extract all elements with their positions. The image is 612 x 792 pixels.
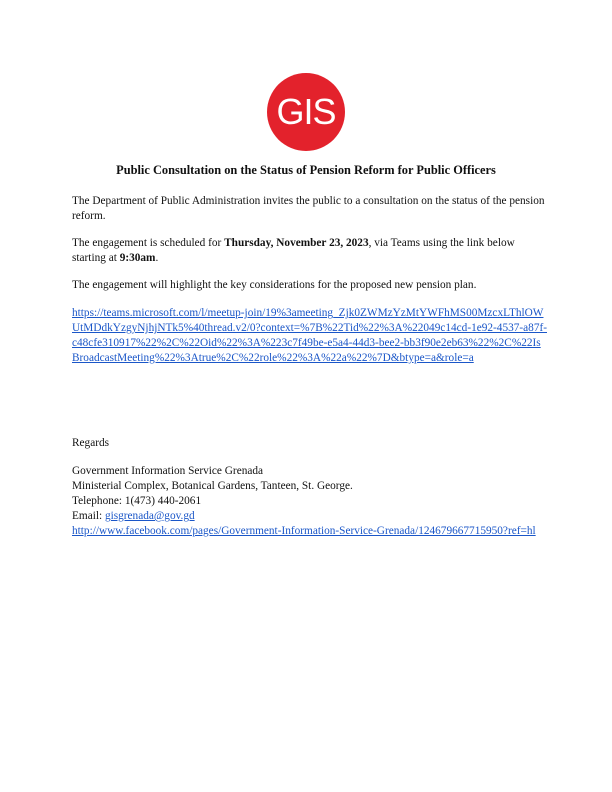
highlight-paragraph: The engagement will highlight the key considerations for the proposed new pension plan. — [72, 279, 477, 291]
teams-link-block — [72, 306, 547, 366]
document-title: Public Consultation on the Status of Pension Reform for Public Officers — [116, 163, 496, 177]
contact-email-label: Email: — [72, 510, 105, 522]
regards-text: Regards — [72, 437, 110, 449]
facebook-link[interactable]: http://www.facebook.com/pages/Government-Information-Service-Grenada/124679667715950?ref=hl — [72, 525, 536, 537]
contact-telephone: Telephone: 1(473) 440-2061 — [72, 495, 202, 507]
contact-block — [72, 464, 547, 539]
gis-logo — [267, 73, 345, 151]
schedule-paragraph — [72, 236, 547, 266]
gis-logo-text: GIS — [276, 91, 336, 132]
contact-org: Government Information Service Grenada — [72, 465, 264, 477]
schedule-prefix: The engagement is scheduled for — [72, 237, 225, 249]
schedule-middle: , via Teams using the link below starting at — [72, 237, 515, 264]
intro-paragraph: The Department of Public Administration invites the public to a consultation on the status of the pension reform. — [72, 195, 545, 222]
contact-email-link[interactable]: gisgrenada@gov.gd — [104, 510, 195, 522]
schedule-suffix: . — [155, 252, 159, 264]
contact-address: Ministerial Complex, Botanical Gardens, Tanteen, St. George. — [72, 480, 353, 492]
schedule-date: Thursday, November 23, 2023 — [224, 237, 369, 249]
teams-meeting-link[interactable]: https://teams.microsoft.com/l/meetup-join/19%3ameeting_Zjk0ZWMzYzMtYWFhMS00MzcxLThlOWUtMDdkYzgyNjhjNTk5%40thread.v2/0?context=%7B%22Tid%22%3A%22049c14cd-1e92-4537-a87f-c48cfe310917%22%2C%22Oid%22%3A%223c7f49be-e5a4-44d3-bee2-bb3f90e2eb63%22%2C%22IsBroadcastMeeting%22%3Atrue%2C%22role%22%3A%22a%22%7D&btype=a&role=a — [72, 307, 547, 364]
contact-email-line — [72, 509, 547, 524]
schedule-time: 9:30am — [119, 252, 156, 264]
